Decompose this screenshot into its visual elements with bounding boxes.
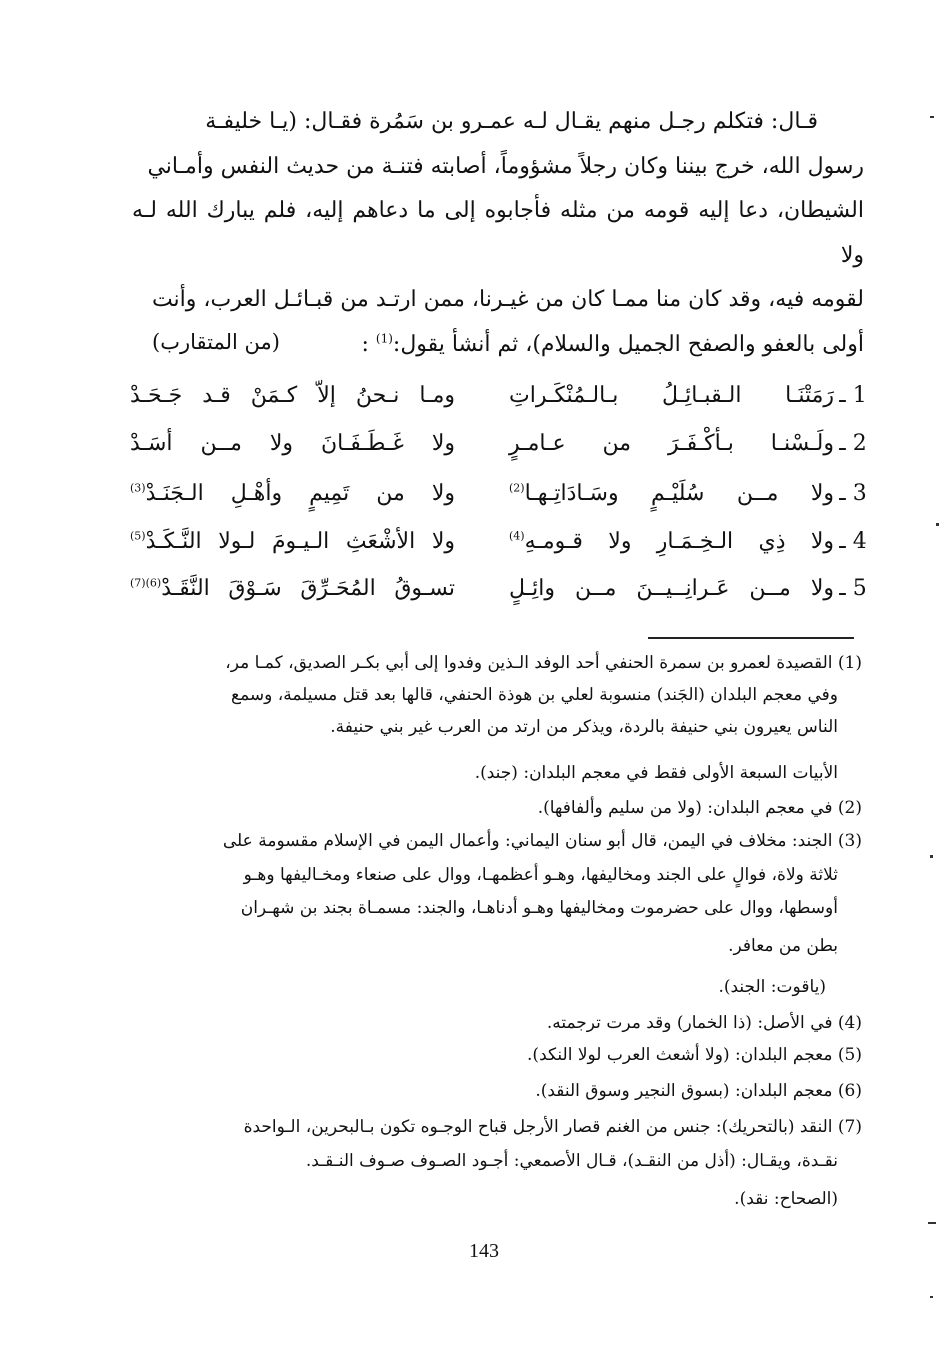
verse-line — [130, 519, 868, 565]
verse-second-hemistich — [130, 471, 455, 517]
verse-first-hemistich — [509, 471, 834, 517]
verse-number: 3 ـ — [839, 481, 867, 506]
scan-speck — [936, 523, 939, 526]
intro-line-text: أولى بالعفو والصفح الجميل والسلام)، ثم أنشأ يقول: — [392, 331, 864, 357]
verse-line — [130, 566, 868, 612]
hemistich-text: ولا من تَمِيمٍ وأهْـلِ الـجَنَـدْ — [145, 481, 455, 506]
verse-number: 2 ـ — [839, 431, 867, 456]
verse-line — [130, 373, 868, 419]
footnote-ref: (2) — [509, 481, 525, 495]
verse-first-hemistich — [509, 566, 834, 612]
scan-speck — [930, 116, 934, 118]
footnote-5: (5) معجم البلدان: (ولا أشعث العرب لولا النكد). — [527, 1045, 862, 1065]
intro-line: لقومه فيه، وقد كان منا ممـا كان من غيـرنا، ممن ارتـد من قبـائـل العرب، وأنت — [151, 287, 864, 313]
footnote-7-line: (الصحاح: نقد). — [734, 1189, 838, 1209]
scan-speck — [930, 1296, 933, 1298]
scan-speck — [930, 855, 933, 858]
hemistich-text: رَمَتْنَـا الـقبـائِـلُ بـالـمُنْكَـراتِ — [509, 383, 834, 408]
hemistich-text: ولا ذِي الـخِـمَـارِ ولا قـومـهِ — [524, 529, 834, 554]
footnote-7-line: نقـدة، ويقـال: (أذل من النقـد)، قـال الأصمعي: أجـود الصـوف صـوف النـقـد. — [305, 1151, 838, 1171]
footnote-2: (2) في معجم البلدان: (ولا من سليم وألفافها). — [537, 798, 862, 818]
footnote-ref: (5) — [130, 529, 146, 543]
scan-speck — [928, 1222, 936, 1224]
hemistich-text: ولا مــن سُلَيْـمٍ وسَـادَاتِـهـا — [524, 481, 834, 506]
footnote-3-line: (ياقوت: الجند). — [718, 977, 826, 997]
verse-first-hemistich — [509, 373, 834, 419]
footnote-ref: (7) — [130, 576, 146, 590]
footnote-ref: (4) — [509, 529, 525, 543]
hemistich-text: ومـا نـحنُ إلاّ كـمَنْ قـد جَـحَـدْ — [130, 383, 455, 408]
verse-number: 4 ـ — [839, 529, 867, 554]
intro-line: قـال: فتكلم رجـل منهم يقـال لـه عمـرو بن سَمُرة فقـال: (يـا خليفـة — [205, 109, 818, 134]
footnote-1-line: (1) القصيدة لعمرو بن سمرة الحنفي أحد الوفد الـذين وفدوا إلى أبي بكـر الصديق، كمـا مر، — [225, 653, 862, 673]
intro-line: رسول الله، خرج بيننا وكان رجلاً مشؤوماً، أصابته فتنـة من حديث النفس وأمـاني — [147, 153, 864, 179]
footnote-separator — [648, 637, 854, 639]
intro-colon: : — [361, 331, 376, 357]
footnote-ref: (6) — [145, 576, 162, 590]
verse-line — [130, 471, 868, 517]
verse-second-hemistich — [130, 373, 455, 419]
footnote-4: (4) في الأصل: (ذا الخمار) وقد مرت ترجمته. — [546, 1013, 862, 1033]
footnote-3-line: ثلاثة ولاة، فوالٍ على الجند ومخاليفها، وهـو أعظمهـا، ووال على صنعاء ومخـاليفها وهـو — [243, 865, 838, 885]
verse-line — [130, 421, 868, 467]
page-number: 143 — [469, 1240, 499, 1262]
footnote-7-line: (7) النقد (بالتحريك): جنس من الغنم قصار الأرجل قباح الوجـوه تكون بـالبحرين، الـواحدة — [243, 1117, 862, 1137]
hemistich-text: تسـوقُ المُحَـرِّقَ سَـوْقَ النَّقَـدْ — [161, 576, 455, 601]
footnote-3-line: (3) الجند: مخلاف في اليمن، قال أبو سنان اليماني: وأعمال اليمن في الإسلام مقسومة على — [222, 831, 862, 851]
verse-first-hemistich — [509, 421, 834, 467]
footnote-3-line: بطن من معافر. — [728, 936, 838, 956]
footnote-3-line: أوسطها، ووال على حضرموت ومخاليفها وهـو أدناهـا، والجند: مسمـاة بجند بن شهـران — [240, 898, 838, 918]
verse-second-hemistich — [130, 566, 455, 612]
verse-second-hemistich — [130, 519, 455, 565]
hemistich-text: ولَـسْنـا بـأكْـفَـرَ من عـامـرٍ — [509, 431, 834, 456]
footnote-1-line: وفي معجم البلدان (الجَند) منسوبة لعلي بن هوذة الحنفي، قالها بعد قتل مسيلمة، وسمع — [231, 685, 838, 705]
verse-number: 1 ـ — [839, 383, 867, 408]
verse-second-hemistich — [130, 421, 455, 467]
hemistich-text: ولا الأشْعَثِ الـيـومَ لـولا النَّـكَـدْ — [145, 529, 455, 554]
footnote-1-line: الناس يعيرون بني حنيفة بالردة، ويذكر من ارتد من العرب غير بني حنيفة. — [330, 717, 838, 737]
poem-meter: (من المتقارب) — [152, 330, 280, 354]
footnote-ref: (3) — [130, 481, 146, 495]
intro-line: الشيطان، دعا إليه قومه من مثله فأجابوه إلى ما دعاهم إليه، فلم يبارك الله لـه ولا — [132, 198, 864, 268]
footnote-ref: (1) — [375, 331, 393, 346]
verse-first-hemistich — [509, 519, 834, 565]
hemistich-text: ولا غَـطَـفَـانَ ولا مــن أسَـدْ — [130, 431, 455, 456]
footnote-1-line: الأبيات السبعة الأولى فقط في معجم البلدان: (جند). — [474, 763, 838, 783]
verse-number: 5 ـ — [839, 576, 867, 601]
footnote-6: (6) معجم البلدان: (بسوق النجير وسوق النقد). — [535, 1081, 862, 1101]
hemistich-text: ولا مــن عَـرانِــيــنَ مــن وائِـلٍ — [509, 576, 834, 601]
